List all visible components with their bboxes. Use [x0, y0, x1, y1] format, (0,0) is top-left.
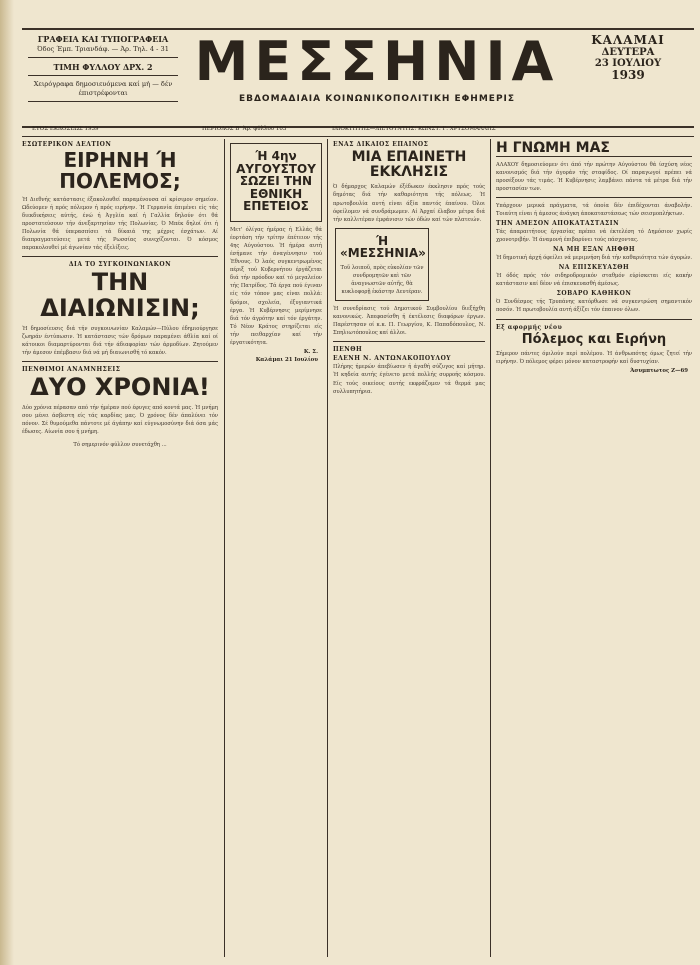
article-body: Σήμερον πάντες όμιλούν περί πολέμου. Ή άνθρωπότης όμως ζητεί τήν ειρήνην. Ό πόλεμος φέρει μόνον καταστροφήν καί δυστυχίαν. [496, 351, 692, 366]
issue-period: ΠΕΡΙΟΔΟΣ Β' Άρ. φύλλου 103 [202, 126, 287, 132]
newspaper-title: ΜΕΣΣΗΝΙΑ [194, 30, 560, 93]
article-body: Μετ' όλίγας ήμέρας ή Ελλάς θά έορτάση τήν τρίτην έπέτειον τής 4ης Αύγούστου. Ή ήμέρα αυτή έσήμανε τήν άναγέννησιν τού Έθνους. Ό λαός συγκεντρωμένος πέριξ τού Κυβερνήτου έργάζεται διά τήν πρόοδον καί τό μεγαλείον τής Πατρίδος. Τά έργα πού έγιναν είς τόν τόπον μας είναι πολλά: δρόμοι, σχολεία, έξυγιαντικά έργα. Ή Κυβέρνησις μερίμνησε διά τόν άγρότην καί τόν έργάτην. Τό Νέον Κράτος στηρίζεται είς τήν πειθαρχίαν καί τήν έργατικότητα. [230, 226, 322, 346]
announcement-box [335, 228, 429, 301]
article-body: Ό δήμαρχος Καλαμών έξέδωκεν έκκλησιν πρός τούς δημότας διά τήν καθαριότητα τής πόλεως. Ή πρωτοβουλία αυτή είναι άξία παντός έπαίνου. Όλοι όφείλομεν νά συνδράμωμεν. Αί Άρχαί έλαβον μέτρα διά τήν καλλιτέραν έμφάνισιν τών όδών καί τών πλατειών. [333, 184, 485, 223]
article-kicker: ΔΙΑ ΤΟ ΣΥΓΚΟΙΝΩΝΙΑΚΟΝ [68, 261, 172, 269]
masthead [22, 28, 694, 128]
owner-director: ΙΔΙΟΚΤΗΤΗΣ—ΔΙΕΥΘΥΝΤΗΣ: ΚΩΝΣΤ. Γ. ΧΡΥΣΟΜΑΛΛΗΣ [332, 126, 496, 132]
masthead-office-info [28, 30, 178, 122]
city-name: ΚΑΛΑΜΑΙ [591, 33, 665, 47]
editorial-headline: Η ΓΝΩΜΗ ΜΑΣ [496, 141, 692, 157]
newspaper-subtitle: ΕΒΔΟΜΑΔΙΑΙΑ ΚΟΙΝΩΝΙΚΟΠΟΛΙΤΙΚΗ ΕΦΗΜΕΡΙΣ [238, 94, 516, 104]
subheading: ΝΑ ΕΠΙΣΚΕΥΑΣΘΗ [558, 264, 630, 272]
article-kicker: ΠΕΝΘΙΜΟΙ ΑΝΑΜΝΗΣΕΙΣ [22, 366, 121, 374]
column-1 [22, 139, 218, 957]
article-kicker: Εξ αφορμής νέου [496, 323, 563, 331]
section-divider [333, 341, 485, 342]
section-divider [22, 361, 218, 362]
manuscript-notice: Χειρόγραφα δημοσιευόμενα καί μή — δέν έπιστρέφονται [28, 76, 178, 102]
issue-year: 1939 [611, 68, 645, 83]
section-divider [496, 197, 692, 198]
article-body: Ή συνεδρίασις τού Δημοτικού Συμβουλίου διεξήχθη κανονικώς. Άπεφασίσθη ή έκτέλεσις διαφόρων έργων. Παρέστησαν οί κ.κ. Π. Γεωργίου, Κ. Παπαδόπουλος, Ν. Σπηλιωτόπουλος καί άλλοι. [333, 306, 485, 337]
page-edge-shadow [0, 0, 14, 965]
column-2 [230, 139, 322, 957]
article-headline: ΔΥΟ ΧΡΟΝΙΑ! [30, 373, 210, 402]
article-headline: ΕΙΡΗΝΗ Ή ΠΟΛΕΜΟΣ; [59, 148, 181, 193]
subheading: ΣΟΒΑΡΟ ΚΑΘΗΚΟΝ [556, 290, 632, 298]
headline-box [230, 143, 322, 222]
article-body: Ή Διεθνής κατάστασις έξακολουθεί παραμένουσα αί κρίσιμον σημείον. Ωδεύομεν ή πρός πόλεμον ή πρός ειρήνην. Ή Γερμανία έπιμένει είς τάς διεκδικήσεις αύτής, ένώ ή Άγγλία καί ή Γαλλία δηλούν ότι θά προστατεύσουν τήν άνεξαρτησίαν τής Πολωνίας. Ό Μπέκ δηλοί ότι ή Πολωνία θά ύπερασπίσει τά δίκαιά της μέχρις έσχάτων. Αί διαπραγματεύσεις μετά τής Ρωσσίας συνεχίζονται. Ό κόσμος παρακολουθεί μέ άγωνίαν τάς έξελίξεις. [22, 197, 218, 252]
announcement-text: Τοῦ λοιποῦ, πρὸς εὐκολίαν τῶν συνδρομητῶν καὶ τῶν ἀναγνωστῶν αὐτῆς, θὰ κυκλοφορῇ ἑκάστην Δευτέραν. [340, 264, 424, 296]
column-footer: Τό σημερινόν φύλλον συνετάχθη ... [73, 441, 167, 448]
column-3 [333, 139, 485, 957]
subheading: ΤΗΝ ΑΜΕΣΟΝ ΑΠΟΚΑΤΑΣΤΑΣΙΝ [496, 220, 620, 228]
article-headline: ΜΙΑ ΕΠΑΙΝΕΤΗ ΕΚΚΛΗΣΙΣ [351, 149, 467, 180]
section-divider [22, 256, 218, 257]
issue-day: ΔΕΥΤΕΡΑ [601, 47, 655, 59]
editorial-body: Ό Συνδέσμος τής Τρυπάνης κατόρθωσε νά συγκεντρώση σημαντικόν ποσόν. Ή πρωτοβουλία αυτή άξίζει τόν έπαινον όλων. [496, 299, 692, 314]
article-signature: Άσυμπτωτος Ζ—69 [630, 368, 688, 375]
info-bar [22, 124, 694, 137]
editorial-body: ΑΛΑΧΟΥ δημοσιεύομεν ότι άπό τήν πρώτην Αύγούστου θά ίσχύση νέος κανονισμός διά τήν άγοράν τής σταφίδος. Οί παραγωγοί πρέπει νά προσέξουν τάς τιμάς. Ή Κυβέρνησις λαμβάνει πάντα τά μέτρα διά τήν προστασίαν των. [496, 161, 692, 192]
article-headline: Ή 4ην ΑΥΓΟΥΣΤΟΥ ΣΩΖΕΙ ΤΗΝ ΕΘΝΙΚΗ ΕΠΕΤΕΙΟΣ [236, 149, 316, 214]
office-address: Όδος Έμπ. Τριανδάφ. — Άρ. Τηλ. 4 - 31 [37, 44, 169, 53]
article-body: Πλήρης ήμερών άπεβίωσεν ή άγαθή σύζυγος καί μήτηρ. Ή κηδεία αυτής έγένετο μετά πολλής συρροής κόσμου. Είς τούς οικείους αυτής εκφράζομεν τά θερμά μας συλλυπητήρια. [333, 364, 485, 395]
subheading: ΝΑ ΜΗ ΕΞΑΝ ΛΗΦΘΗ [552, 246, 636, 254]
obituary-title: ΠΕΝΘΗ [333, 346, 363, 354]
column-rule [327, 139, 328, 957]
editorial-body: Τάς άπαραιτήτους έργασίας πρέπει νά έκτελέση τό Δημόσιον χωρίς χρονοτριβήν. Ή άναμονή έπιβαρύνει τούς πάσχοντας. [496, 229, 692, 244]
office-title: ΓΡΑΦΕΙΑ ΚΑΙ ΤΥΠΟΓΡΑΦΕΙΑ [37, 34, 169, 44]
obituary-name: ΕΛΕΝΗ Ν. ΑΝΤΩΝΑΚΟΠΟΥΛΟΥ [333, 355, 452, 363]
article-signature: Κ. Σ. [303, 348, 318, 355]
masthead-date-box [568, 34, 688, 122]
column-rule [490, 139, 491, 957]
article-kicker: ΕΝΑΣ ΔΙΚΑΙΟΣ ΕΠΑΙΝΟΣ [333, 141, 429, 148]
issue-date: 23 ΙΟΥΛΙΟΥ [594, 58, 662, 70]
article-dateline: Καλάμαι 21 Ιουλίου [255, 356, 318, 363]
column-4 [496, 139, 692, 957]
article-headline: ΤΗΝ ΔΙΑΙΩΝΙΣΙΝ; [40, 268, 200, 322]
article-headline: Πόλεμος και Ειρήνη [521, 331, 667, 347]
column-rule [224, 139, 225, 957]
editorial-body: Ή δημοτική άρχή όφείλει νά μεριμνήση διά τήν καθαριότητα τών άγορών. [496, 255, 692, 262]
article-kicker: ΕΣΩΤΕΡΙΚΟΝ ΔΕΛΤΙΟΝ [22, 141, 112, 148]
publication-year: ΕΤΟΣ ΕΚΔΟΣΕΩΣ 1939 [32, 126, 99, 132]
announcement-title: Ή «ΜΕΣΣΗΝΙΑ» [340, 233, 426, 261]
section-divider [496, 319, 692, 320]
editorial-body: Ή όδός πρός τόν σιδηροδρομικόν σταθμόν εύρίσκεται είς κακήν κατάστασιν καί δέον νά έπισκευασθή άμέσως. [496, 273, 692, 288]
editorial-body: Υπάρχουν μερικά πράγματα, τά όποία δέν έπιδέχονται άναβολήν. Τοιαύτη είναι ή άμεσος άνάγκη άποκαταστάσεως τών σεισμοπλήκτων. [496, 202, 692, 217]
article-body: Δύο χρόνια πέρασαν από τήν ήμέραν πού έφυγες από κοντά μας. Ή μνήμη σου μένει άσβεστη είς τάς καρδίας μας. Ό χρόνος δέν άπαλύνει τόν πόνον. Σέ θυμούμεθα πάντοτε μέ άγάπην καί εύγνωμοσύνην διά όσα μάς έδωσες. Αίωνία σου ή μνήμη. [22, 405, 218, 436]
article-body: Ή δημοσίευσις διά τήν συγκοινωνίαν Καλαμών—Πύλου έδημιούργησε ζωηράν έντύπωσιν. Ή κατάστασις τών δρόμων παραμένει άθλία καί οί κάτοικοι διαμαρτύρονται διά τήν άδιαφορίαν τών άρμοδίων. Ζητούμεν τήν άμεσον έπέμβασιν διά νά μή διαιωνισθή τό κακόν. [22, 325, 218, 356]
issue-price: ΤΙΜΗ ΦΥΛΛΟΥ ΔΡΧ. 2 [28, 58, 178, 77]
